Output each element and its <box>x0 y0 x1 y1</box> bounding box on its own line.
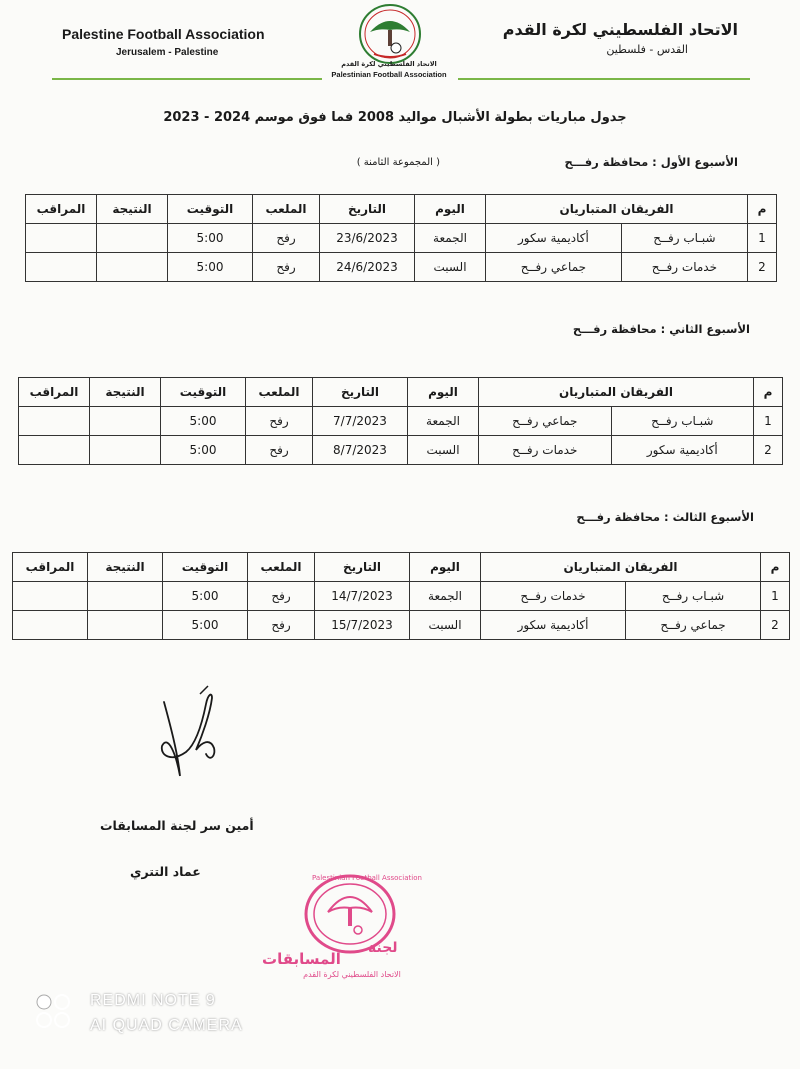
table-row <box>13 582 790 611</box>
table-row <box>26 224 777 253</box>
row-number: 2 <box>754 436 783 465</box>
team-a: أكاديمية سكور <box>611 436 753 465</box>
match-day: السبت <box>408 436 479 465</box>
stamp-line-3: الاتحاد الفلسطيني لكرة القدم <box>303 970 401 979</box>
row-number: 1 <box>748 224 777 253</box>
row-number: 1 <box>754 407 783 436</box>
col-header-number: م <box>761 553 790 582</box>
signatory-title: أمين سر لجنة المسابقات <box>100 818 254 833</box>
match-day: الجمعة <box>408 407 479 436</box>
camera-lens-icon <box>34 992 74 1032</box>
header-divider-left <box>52 78 322 80</box>
week-1-label: الأسبوع الأول : محافظة رفـــح <box>564 155 738 169</box>
team-a: شبـاب رفــح <box>621 224 747 253</box>
col-header-observer: المراقب <box>19 378 90 407</box>
table-header-row <box>13 553 790 582</box>
camera-watermark-line-1: REDMI NOTE 9 <box>90 992 216 1009</box>
team-a: خدمات رفــح <box>621 253 747 282</box>
col-header-teams: الفريقان المتباريان <box>481 553 761 582</box>
stamp-line-2: المسابقات <box>262 950 341 968</box>
match-date: 23/6/2023 <box>320 224 415 253</box>
document-title: جدول مباريات بطولة الأشبال مواليد 2008 فما فوق موسم 2024 - 2023 <box>163 110 627 125</box>
week-3-label: الأسبوع الثالث : محافظة رفـــح <box>576 510 754 524</box>
week-2-label: الأسبوع الثاني : محافظة رفـــح <box>572 322 750 336</box>
match-result <box>90 436 161 465</box>
row-number: 1 <box>761 582 790 611</box>
table-row <box>26 253 777 282</box>
match-time: 5:00 <box>168 253 253 282</box>
team-b: جماعي رفــح <box>479 407 612 436</box>
match-venue: رفح <box>253 224 320 253</box>
col-header-result: النتيجة <box>90 378 161 407</box>
col-header-venue: الملعب <box>253 195 320 224</box>
col-header-time: التوقيت <box>168 195 253 224</box>
match-result <box>90 407 161 436</box>
match-observer <box>26 253 97 282</box>
col-header-day: اليوم <box>410 553 481 582</box>
stamp-top-text: Palestinian Football Association <box>312 874 422 882</box>
col-header-result: النتيجة <box>88 553 163 582</box>
match-result <box>88 611 163 640</box>
team-a: شبـاب رفــح <box>626 582 761 611</box>
header-en-subtitle: Jerusalem - Palestine <box>116 47 219 58</box>
header-divider-right <box>458 78 750 80</box>
team-b: جماعي رفــح <box>486 253 622 282</box>
col-header-teams: الفريقان المتباريان <box>479 378 754 407</box>
match-observer <box>19 407 90 436</box>
match-observer <box>13 582 88 611</box>
col-header-number: م <box>754 378 783 407</box>
match-date: 15/7/2023 <box>315 611 410 640</box>
match-observer <box>13 611 88 640</box>
team-b: خدمات رفــح <box>481 582 626 611</box>
match-result <box>97 224 168 253</box>
week-1-table <box>25 194 777 282</box>
match-time: 5:00 <box>163 582 248 611</box>
match-venue: رفح <box>253 253 320 282</box>
col-header-observer: المراقب <box>13 553 88 582</box>
match-date: 14/7/2023 <box>315 582 410 611</box>
logo-caption-en: Palestinian Football Association <box>331 70 447 79</box>
week-2-table <box>18 377 783 465</box>
col-header-date: التاريخ <box>315 553 410 582</box>
signatory-name: عماد التتري <box>130 864 201 879</box>
team-a: شبـاب رفــح <box>611 407 753 436</box>
logo-caption-ar: الاتحاد الفلسطيني لكرة القدم <box>341 60 437 68</box>
table-row <box>13 611 790 640</box>
camera-watermark-line-2: AI QUAD CAMERA <box>90 1017 243 1034</box>
match-observer <box>19 436 90 465</box>
match-result <box>88 582 163 611</box>
week-3-table <box>12 552 790 640</box>
table-row <box>19 436 783 465</box>
header-ar-subtitle: القدس - فلسطين <box>606 43 688 56</box>
match-day: الجمعة <box>415 224 486 253</box>
team-b: أكاديمية سكور <box>481 611 626 640</box>
col-header-number: م <box>748 195 777 224</box>
association-logo-icon <box>340 4 440 66</box>
match-venue: رفح <box>248 582 315 611</box>
col-header-venue: الملعب <box>248 553 315 582</box>
match-time: 5:00 <box>161 407 246 436</box>
match-day: السبت <box>410 611 481 640</box>
match-day: السبت <box>415 253 486 282</box>
match-time: 5:00 <box>161 436 246 465</box>
match-venue: رفح <box>246 436 313 465</box>
table-header-row <box>26 195 777 224</box>
match-venue: رفح <box>246 407 313 436</box>
header-en-title: Palestine Football Association <box>62 26 265 42</box>
match-time: 5:00 <box>168 224 253 253</box>
match-result <box>97 253 168 282</box>
table-row <box>19 407 783 436</box>
team-b: خدمات رفــح <box>479 436 612 465</box>
col-header-observer: المراقب <box>26 195 97 224</box>
match-day: الجمعة <box>410 582 481 611</box>
team-a: جماعي رفــح <box>626 611 761 640</box>
handwritten-signature <box>150 684 230 784</box>
col-header-result: النتيجة <box>97 195 168 224</box>
stamp-line-1: لجنة <box>368 940 398 956</box>
team-b: أكاديمية سكور <box>486 224 622 253</box>
col-header-teams: الفريقان المتباريان <box>486 195 748 224</box>
header-ar-title: الاتحاد الفلسطيني لكرة القدم <box>502 20 738 39</box>
match-date: 8/7/2023 <box>313 436 408 465</box>
col-header-day: اليوم <box>408 378 479 407</box>
match-date: 7/7/2023 <box>313 407 408 436</box>
col-header-time: التوقيت <box>161 378 246 407</box>
row-number: 2 <box>761 611 790 640</box>
table-header-row <box>19 378 783 407</box>
col-header-time: التوقيت <box>163 553 248 582</box>
col-header-date: التاريخ <box>320 195 415 224</box>
match-observer <box>26 224 97 253</box>
group-label: ( المجموعة الثامنة ) <box>356 157 440 168</box>
col-header-venue: الملعب <box>246 378 313 407</box>
match-date: 24/6/2023 <box>320 253 415 282</box>
col-header-date: التاريخ <box>313 378 408 407</box>
match-time: 5:00 <box>163 611 248 640</box>
match-venue: رفح <box>248 611 315 640</box>
col-header-day: اليوم <box>415 195 486 224</box>
row-number: 2 <box>748 253 777 282</box>
